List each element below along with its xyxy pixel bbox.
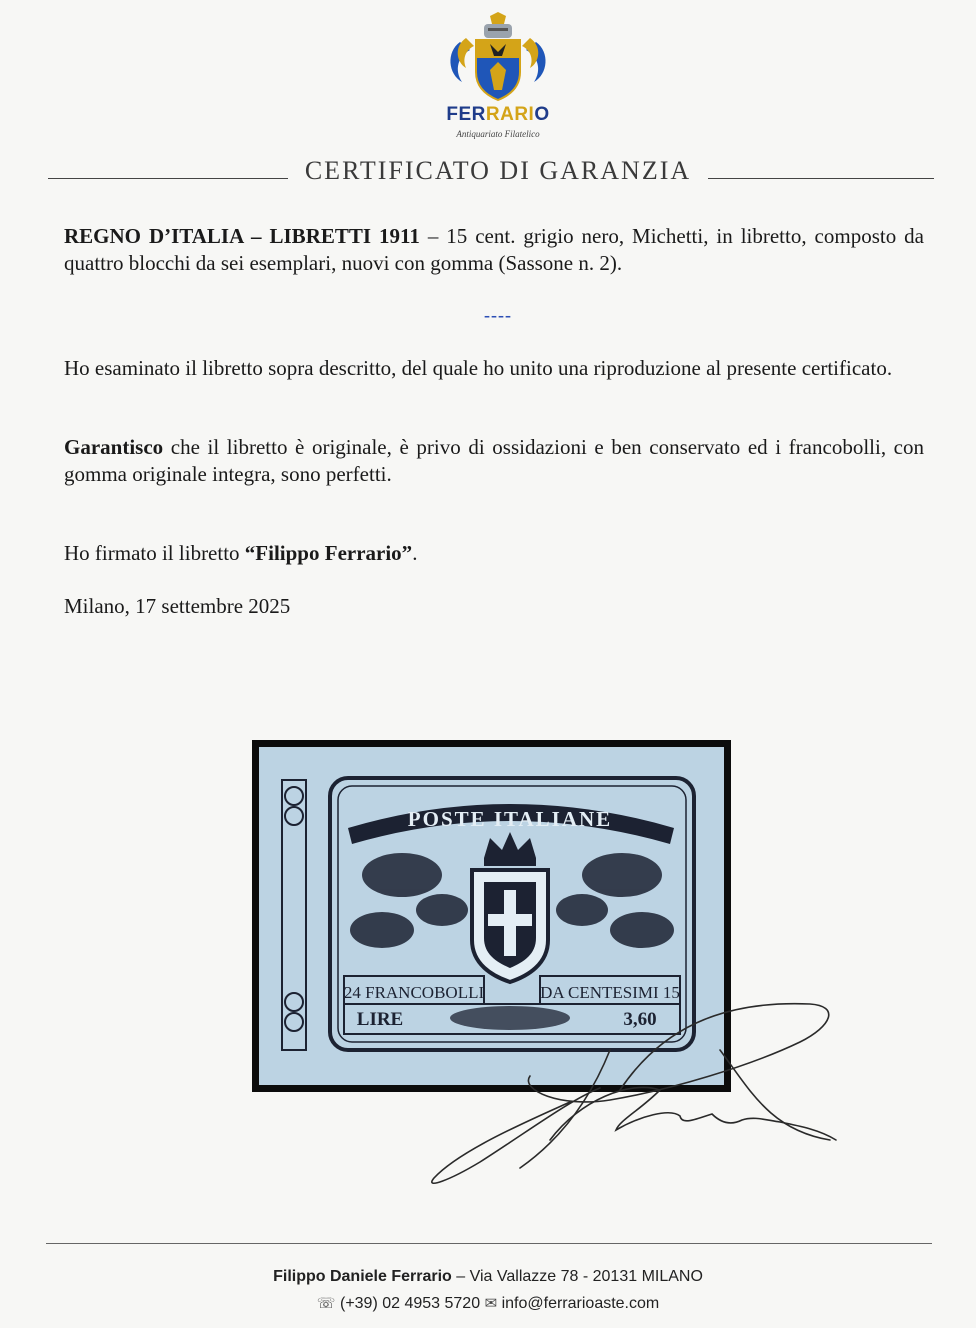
item-heading: REGNO D’ITALIA – LIBRETTI 1911 (64, 224, 420, 248)
title-rule-right (708, 178, 934, 179)
guarantee-text: che il libretto è originale, è privo di ossidazioni e ben conservato ed i francobolli, con gomma originale integra, sono perfetti. (64, 435, 924, 486)
footer-address: Via Vallazze 78 - 20131 MILANO (469, 1268, 703, 1285)
phone-icon: ☏ (316, 1295, 336, 1312)
item-details: – 15 cent. grigio nero, Michetti, in libretto, composto da quattro blocchi da sei esemplari, nuovi con gomma (Sassone n. 2). (64, 224, 924, 275)
footer-contact-line (0, 1294, 976, 1313)
footer-name: Filippo Daniele Ferrario (273, 1268, 452, 1285)
footer-rule (46, 1243, 932, 1244)
item-description (64, 223, 924, 277)
cover-line2-right: 3,60 (623, 1009, 657, 1030)
certificate-title: CERTIFICATO DI GARANZIA (304, 156, 692, 185)
signed-name: “Filippo Ferrario” (244, 541, 413, 565)
coat-of-arms-icon (440, 12, 556, 104)
footer-phone[interactable]: (+39) 02 4953 5720 (339, 1295, 481, 1312)
cover-top-text: POSTE ITALIANE (407, 807, 613, 831)
guarantee-statement (64, 434, 924, 488)
footer-address-line: Filippo Daniele Ferrario – Via Vallazze 78 - 20131 MILANO (273, 1268, 703, 1285)
envelope-icon: ✉ (484, 1295, 498, 1312)
cover-line1-left: 24 FRANCOBOLLI (343, 983, 485, 1002)
logo-tagline: Antiquariato Filatelico (456, 129, 540, 139)
place-date: Milano, 17 settembre 2025 (64, 594, 291, 618)
cover-line1-right: DA CENTESIMI 15 (540, 983, 680, 1002)
logo-brand: FERRARIO (446, 104, 550, 125)
separator: ---- (484, 305, 512, 325)
footer-email[interactable]: info@ferrarioaste.com (501, 1295, 660, 1312)
title-rule-left (48, 178, 288, 179)
examined-statement: Ho esaminato il libretto sopra descritto, del quale ho unito una riproduzione al presente certificato. (64, 356, 893, 380)
certificate-title-row (48, 156, 934, 190)
handwritten-signature (420, 990, 860, 1190)
signed-statement: Ho firmato il libretto “Filippo Ferrario”. (64, 541, 418, 565)
guarantee-lead: Garantisco (64, 435, 164, 459)
ferrario-logo (440, 12, 556, 142)
cover-line2-left: LIRE (356, 1009, 404, 1030)
